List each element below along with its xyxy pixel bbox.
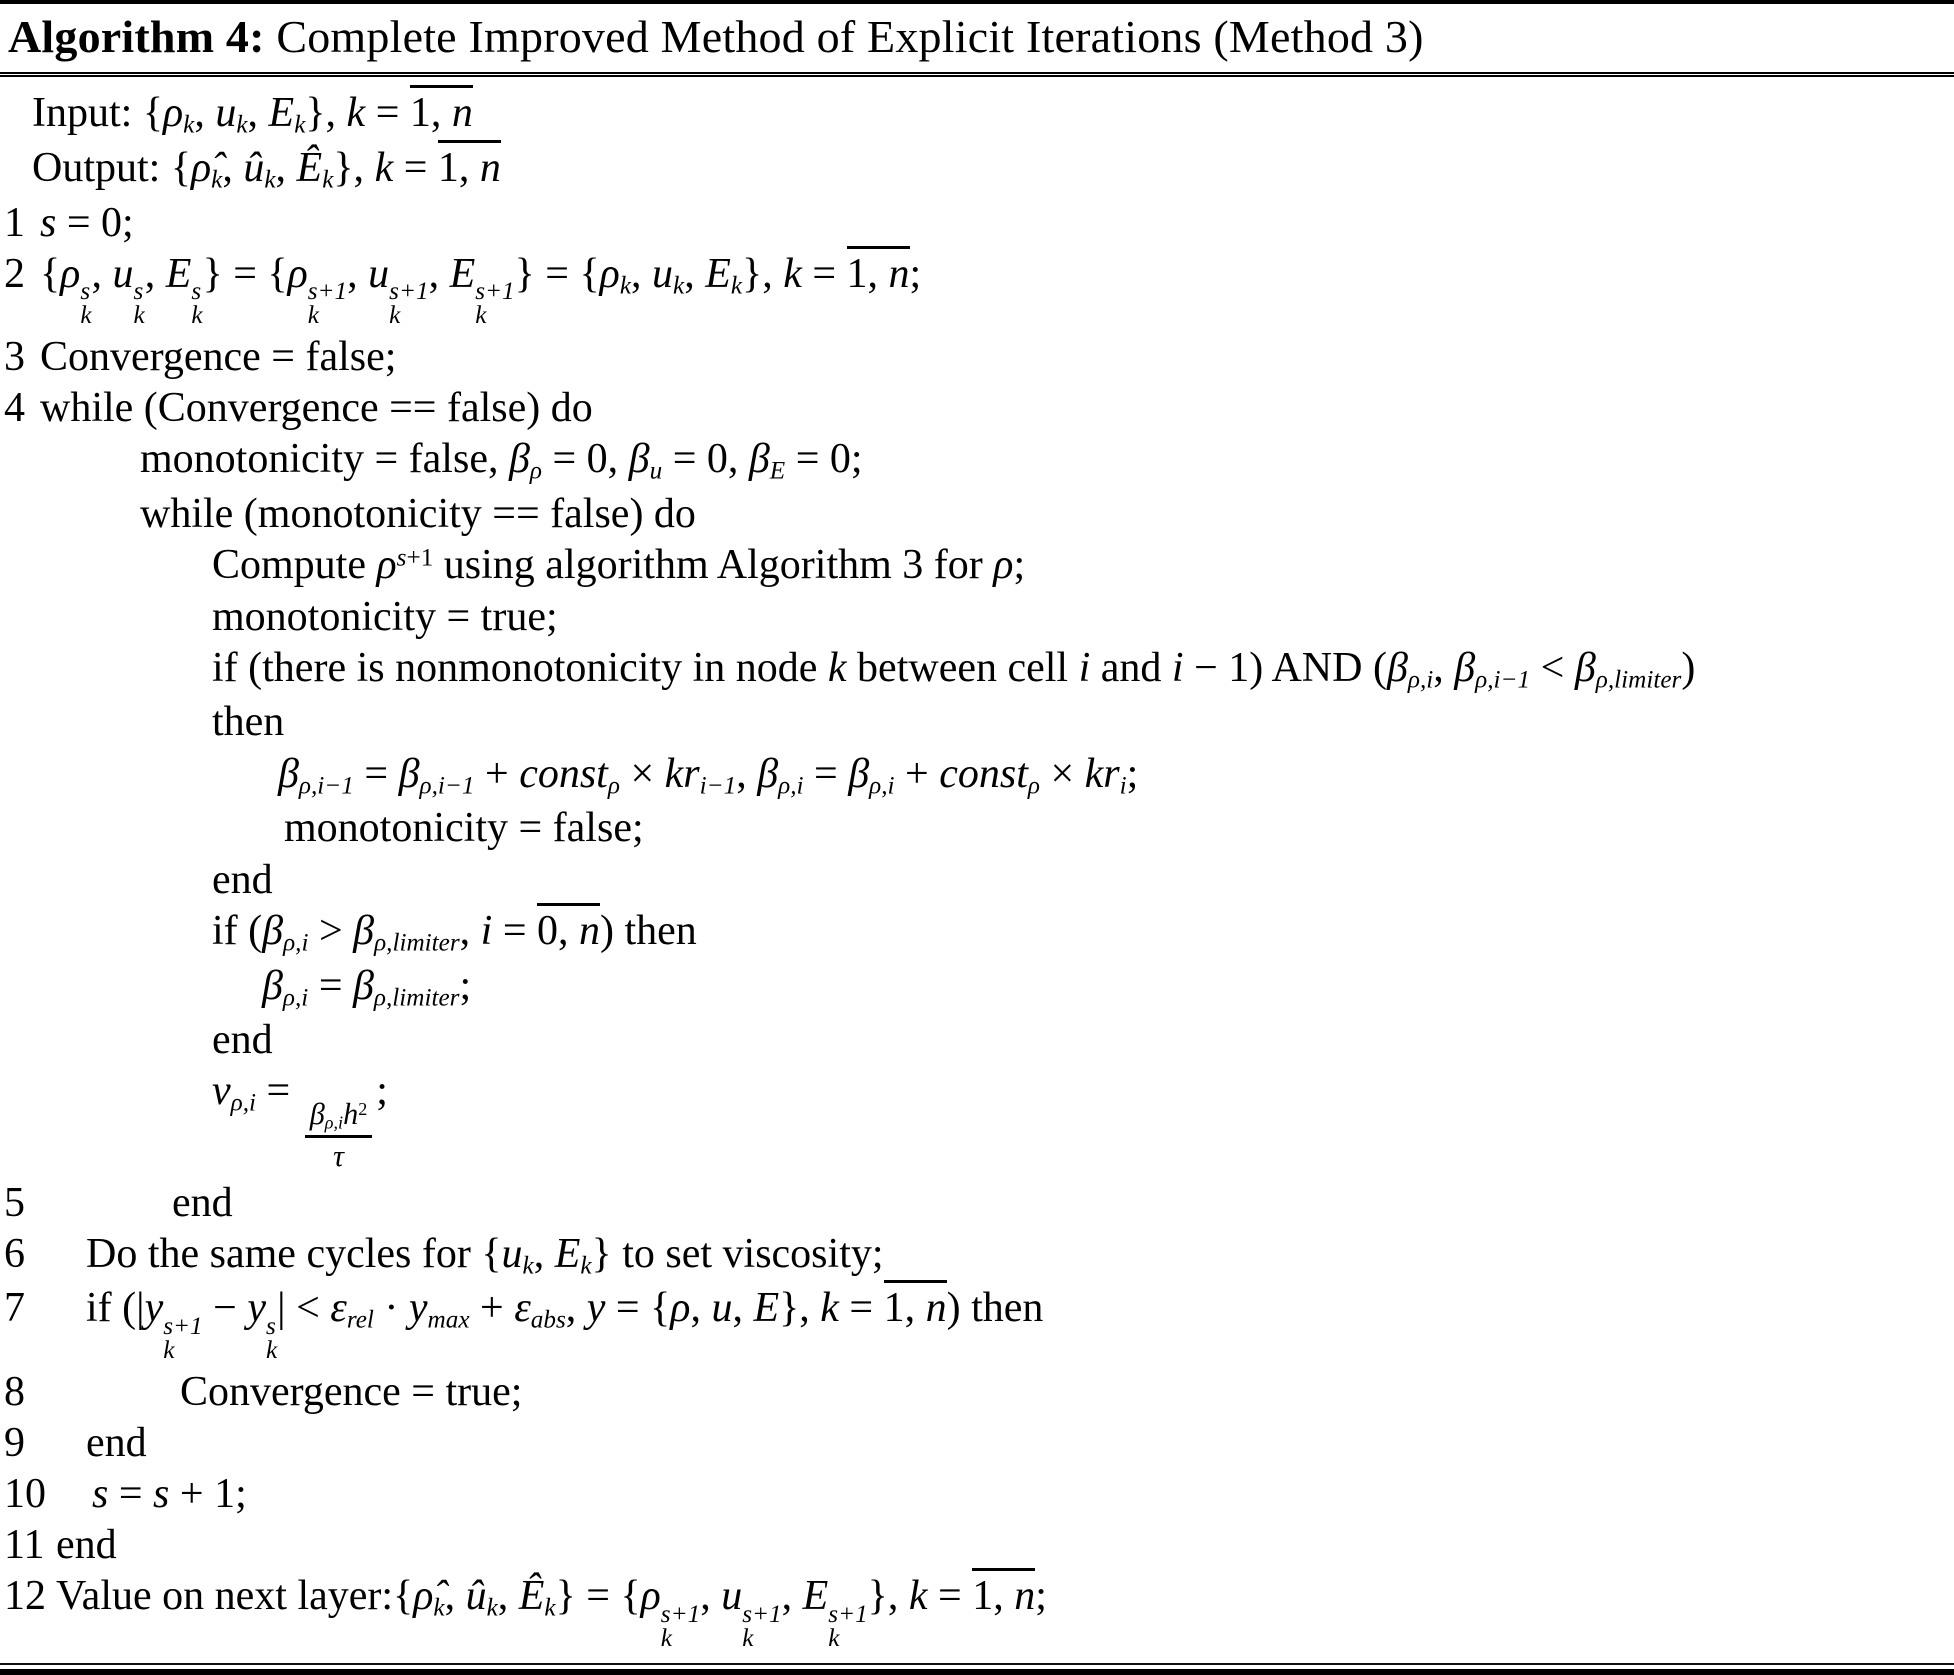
sup-sub-stack: s+1 k <box>389 278 429 330</box>
algo-line <box>0 1069 1954 1173</box>
algo-line <box>0 964 1954 1012</box>
algo-line <box>0 146 1954 194</box>
sup-sub-stack: s k <box>191 278 203 330</box>
algo-line <box>0 1573 1954 1653</box>
sup-sub-stack: s+1 k <box>163 1313 203 1364</box>
line-content: Compute $\rho^{s+1}$ using algorithm Algorithm 3 for ρ; <box>212 542 1026 589</box>
line-content: monotonicity = false, $\beta_\rho = 0$, $\beta_u = 0$, $\beta_E = 0$; <box>140 436 863 485</box>
line-number: 6 <box>4 1230 25 1277</box>
algo-line <box>0 595 1954 640</box>
line-content: monotonicity = false; <box>284 805 644 852</box>
line-content: if (there is nonmonotonicity in node k between cell i and i − 1) AND ($\beta_{\rho,i}$, $\beta_{\rho,i-1} < \beta_{\rho,limiter}$) <box>212 644 1696 694</box>
line-number: 1 <box>4 199 25 246</box>
line-content: s = 0; <box>40 199 134 246</box>
algo-line <box>0 437 1954 485</box>
line-content: while (monotonicity == false) do <box>140 491 696 538</box>
line-number: 3 <box>4 333 25 380</box>
algo-line <box>0 201 1954 246</box>
sup-sub-stack: s k <box>80 278 92 330</box>
algo-line <box>0 543 1954 588</box>
algo-line <box>0 1181 1954 1226</box>
line-number: 2 <box>4 250 25 297</box>
line-content: monotonicity = true; <box>212 593 558 640</box>
algo-line <box>0 858 1954 903</box>
line-content: s = s + 1; <box>92 1471 247 1518</box>
algorithm-label: Algorithm 4: <box>8 11 265 62</box>
algo-line <box>0 1523 1954 1568</box>
bottom-rule <box>0 1663 1954 1675</box>
line-content: while (Convergence == false) do <box>40 385 593 432</box>
algo-line <box>0 1018 1954 1063</box>
sup-sub-stack: s+1 k <box>660 1601 701 1653</box>
algo-line <box>0 806 1954 851</box>
algo-line <box>0 386 1954 431</box>
algo-line <box>0 909 1954 957</box>
line-number: 7 <box>4 1285 25 1332</box>
line-content: $\beta_{\rho,i-1} = \beta_{\rho,i-1}$ + const$_\rho$ × $kr_{i-1}$, $\beta_{\rho,i} = \beta_{\rho,i}$ + const$_\rho$ × $kr_i$; <box>278 750 1139 799</box>
line-content: end <box>172 1179 233 1226</box>
algo-line <box>0 700 1954 745</box>
line-number: 9 <box>4 1419 25 1466</box>
line-number: 12 <box>4 1573 46 1620</box>
algo-line <box>0 492 1954 537</box>
algo-line <box>0 752 1954 800</box>
line-content: $\beta_{\rho,i} = \beta_{\rho,limiter}$; <box>262 962 472 1011</box>
algo-line <box>0 1232 1954 1280</box>
line-content: Output: {$\rhô_k$, $û_k$, $Ê_k$}, k = 1, n <box>32 146 1954 194</box>
line-content: end <box>56 1522 117 1569</box>
algo-line <box>0 1421 1954 1466</box>
line-number: 10 <box>4 1471 46 1518</box>
algo-line <box>0 1286 1954 1362</box>
line-number: 8 <box>4 1368 25 1415</box>
sup-sub-stack: s+1 k <box>475 278 515 330</box>
line-content: if (|y s+1 k − y s k | < $\varepsilon_{rel} \cdot y_{max} + \varepsilon_{abs}$, y = {ρ, u, E}, k = 1, n) then <box>86 1286 1954 1362</box>
line-content: end <box>212 1017 273 1064</box>
line-content: $\nu_{\rho,i}$ = $\frac{\beta_{\rho,i}h^2}{\tau}$ ; <box>212 1068 388 1173</box>
algo-line <box>0 1472 1954 1517</box>
line-number: 4 <box>4 385 25 432</box>
algo-line <box>0 646 1954 694</box>
algo-line <box>0 252 1954 328</box>
sup-sub-stack: s+1 k <box>742 1601 782 1653</box>
line-content: Convergence = false; <box>40 333 397 380</box>
line-content: Convergence = true; <box>180 1368 523 1415</box>
line-content: end <box>212 856 273 903</box>
line-content: {ρ s k , u s k , E s k } = {ρ s+1 k , u s+1 k , E s+1 k } = {$\rho_k$, $u_k$, $E_k$}, k = 1, n; <box>40 252 1954 328</box>
line-number: 11 <box>4 1522 45 1569</box>
line-content: end <box>86 1419 147 1466</box>
algo-line <box>0 1370 1954 1415</box>
algorithm-body <box>0 77 1954 1663</box>
sup-sub-stack: s k <box>265 1313 278 1364</box>
line-content: Value on next $layer:\{\rhô_k$, $û_k$, $Ê_k\} = \{\rho$ s+1 k , u s+1 k , E s+1 k }, k = 1, n; <box>56 1574 1954 1650</box>
line-content: Input: {$\rho_k$, $u_k$, $E_k$}, k = 1, n <box>32 91 1954 139</box>
algo-line <box>0 91 1954 139</box>
algorithm-title-text: Complete Improved Method of Explicit Iterations (Method 3) <box>264 11 1424 62</box>
algorithm-title <box>0 4 1954 72</box>
line-content: then <box>212 699 285 746</box>
line-content: if ($\beta_{\rho,i} > \beta_{\rho,limiter}$, i = 0, n) then <box>212 909 1954 957</box>
algo-line <box>0 335 1954 380</box>
fraction: $\frac{\beta_{\rho,i}h^2}{\tau}$ <box>305 1098 373 1174</box>
sup-sub-stack: s k <box>133 278 145 330</box>
sup-sub-stack: s+1 k <box>828 1601 868 1653</box>
line-content: Do the same cycles for {$u_k$, $E_k$} to set viscosity; <box>86 1230 884 1280</box>
sup-sub-stack: s+1 k <box>307 278 348 330</box>
line-number: 5 <box>4 1179 25 1226</box>
